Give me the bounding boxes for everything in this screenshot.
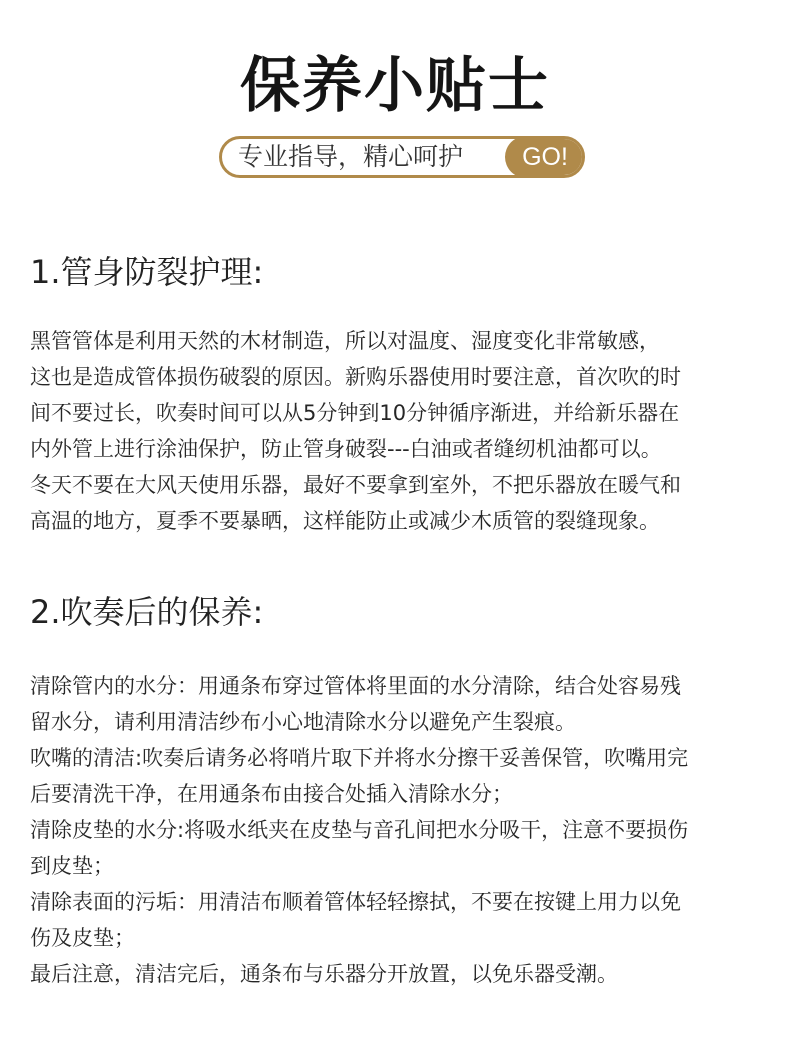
paragraph-line: 最后注意，清洁完后，通条布与乐器分开放置，以免乐器受潮。 — [30, 962, 618, 986]
section-heading-crack-care: 1.管身防裂护理: — [30, 253, 264, 291]
paragraph-line: 清除管内的水分：用通条布穿过管体将里面的水分清除，结合处容易残 — [30, 674, 681, 698]
section-heading-after-play: 2.吹奏后的保养: — [30, 593, 264, 631]
section-body-crack-care — [30, 323, 780, 539]
paragraph-line: 高温的地方，夏季不要暴晒，这样能防止或减少木质管的裂缝现象。 — [30, 509, 660, 533]
paragraph-line: 后要清洗干净，在用通条布由接合处插入清除水分； — [30, 782, 513, 806]
page-title: 保养小贴士 — [240, 51, 550, 121]
go-badge: GO! — [505, 136, 585, 178]
slogan-text: 专业指导，精心呵护 — [238, 142, 464, 171]
paragraph-line: 黑管管体是利用天然的木材制造，所以对温度、湿度变化非常敏感， — [30, 329, 660, 353]
paragraph-line: 清除表面的污垢：用清洁布顺着管体轻轻擦拭，不要在按键上用力以免 — [30, 890, 681, 914]
paragraph-line: 冬天不要在大风天使用乐器，最好不要拿到室外，不把乐器放在暖气和 — [30, 473, 681, 497]
paragraph-line: 这也是造成管体损伤破裂的原因。新购乐器使用时要注意，首次吹的时 — [30, 365, 681, 389]
paragraph-line: 间不要过长，吹奏时间可以从5分钟到10分钟循序渐进，并给新乐器在 — [30, 401, 680, 425]
slogan-pill — [219, 136, 585, 178]
section-body-after-play — [30, 668, 780, 992]
paragraph-line: 留水分，请利用清洁纱布小心地清除水分以避免产生裂痕。 — [30, 710, 576, 734]
paragraph-line: 吹嘴的清洁:吹奏后请务必将哨片取下并将水分擦干妥善保管，吹嘴用完 — [30, 746, 689, 770]
paragraph-line: 清除皮垫的水分:将吸水纸夹在皮垫与音孔间把水分吸干，注意不要损伤 — [30, 818, 689, 842]
paragraph-line: 到皮垫； — [30, 854, 114, 878]
paragraph-line: 内外管上进行涂油保护，防止管身破裂---白油或者缝纫机油都可以。 — [30, 437, 662, 461]
paragraph-line: 伤及皮垫； — [30, 926, 135, 950]
